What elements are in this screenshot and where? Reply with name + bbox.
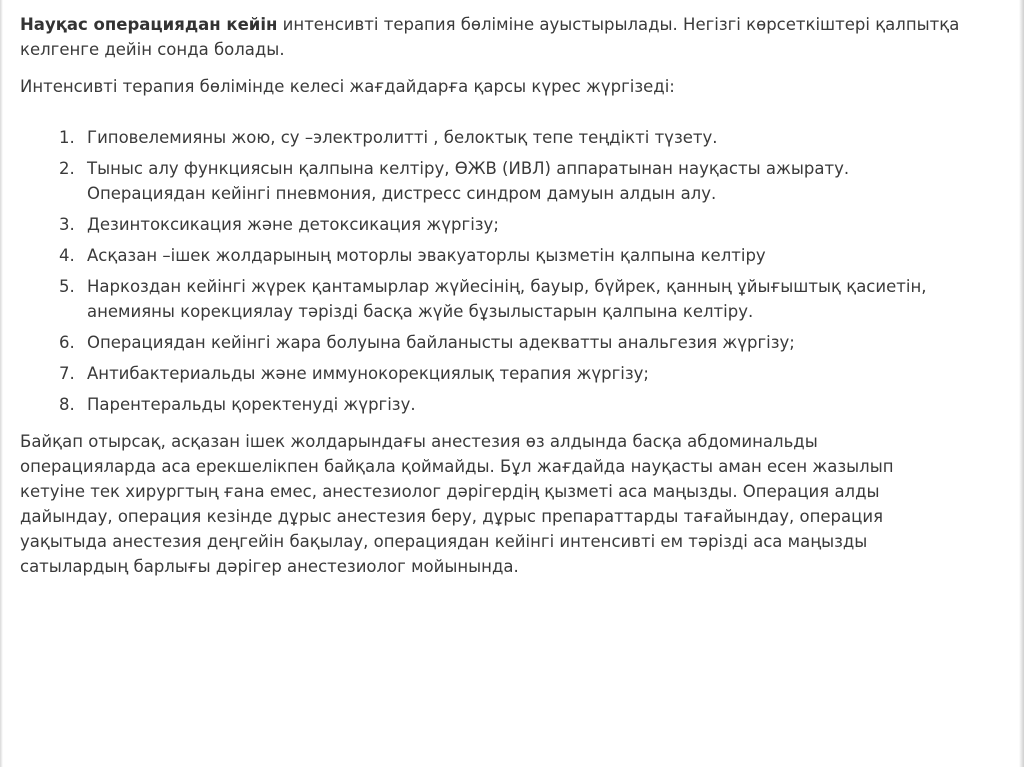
list-item [20,125,980,150]
list-lead-paragraph: Интенсивті терапия бөлімінде келесі жағдайдарға қарсы күрес жүргізеді: [20,77,675,96]
closing-paragraph: Байқап отырсақ, асқазан ішек жолдарындағы анестезия өз алдында басқа абдоминальды операцияларда аса ерекшелікпен байқала қоймайды. Бұл жағдайда науқасты аман есен жазылып кетуіне тек хирургтың ғана емес, анестезиолог дәрігердің қызметі аса маңызды. Операция алды дайындау, операция кезінде дұрыс анестезия беру, дұрыс препараттарды тағайындау, операция уақытыда анестезия деңгейін бақылау, операциядан кейінгі интенсивті ем тәрізді аса маңызды сатылардың барлығы дәрігер анестезиолог мойынында. [20,432,894,576]
list-item [20,330,980,355]
page-edge-shadow-left [0,0,3,767]
list-item-number: 4. [59,246,75,265]
therapy-steps-list [20,125,980,417]
list-item-text: Операциядан кейінгі жара болуына байланысты адекватты анальгезия жүргізу; [87,333,795,352]
list-item-text: Гиповелемияны жою, су –электролитті , белоктық тепе теңдікті түзету. [87,128,718,147]
list-item-text: Антибактериальды және иммунокорекциялық терапия жүргізу; [87,364,649,383]
list-item-text: Асқазан –ішек жолдарының моторлы эвакуаторлы қызметін қалпына келтіру [87,246,766,265]
page-edge-shadow-right [1019,0,1024,767]
list-item [20,243,980,268]
list-item-text: Тыныс алу функциясын қалпына келтіру, ӨЖВ (ИВЛ) аппаратынан науқасты ажырату. Операциядан кейінгі пневмония, дистресс синдром дамуын алдын алу. [87,159,850,203]
intro-bold-text: Науқас операциядан кейін [20,15,278,34]
intro-paragraph [20,12,980,62]
list-item-text: Дезинтоксикация және детоксикация жүргізу; [87,215,499,234]
list-item-number: 3. [59,215,75,234]
document-body [20,12,980,579]
list-item [20,392,980,417]
list-item [20,361,980,386]
list-item-text: Парентеральды қоректенуді жүргізу. [87,395,416,414]
list-item-number: 1. [59,128,75,147]
list-item-number: 5. [59,277,75,296]
list-item [20,212,980,237]
list-item-number: 7. [59,364,75,383]
list-item-number: 6. [59,333,75,352]
list-item-number: 2. [59,159,75,178]
list-item [20,274,980,324]
list-item [20,156,980,206]
list-item-text: Наркоздан кейінгі жүрек қантамырлар жүйесінің, бауыр, бүйрек, қанның ұйығыштық қасиетін, анемияны корекциялау тәрізді басқа жүйе бұзылыстарын қалпына келтіру. [87,277,927,321]
intro-text: интенсивті терапия бөліміне ауыстырылады. Негізгі көрсеткіштері қалпытқа келгенге дейін сонда болады. [20,15,960,59]
list-item-number: 8. [59,395,75,414]
